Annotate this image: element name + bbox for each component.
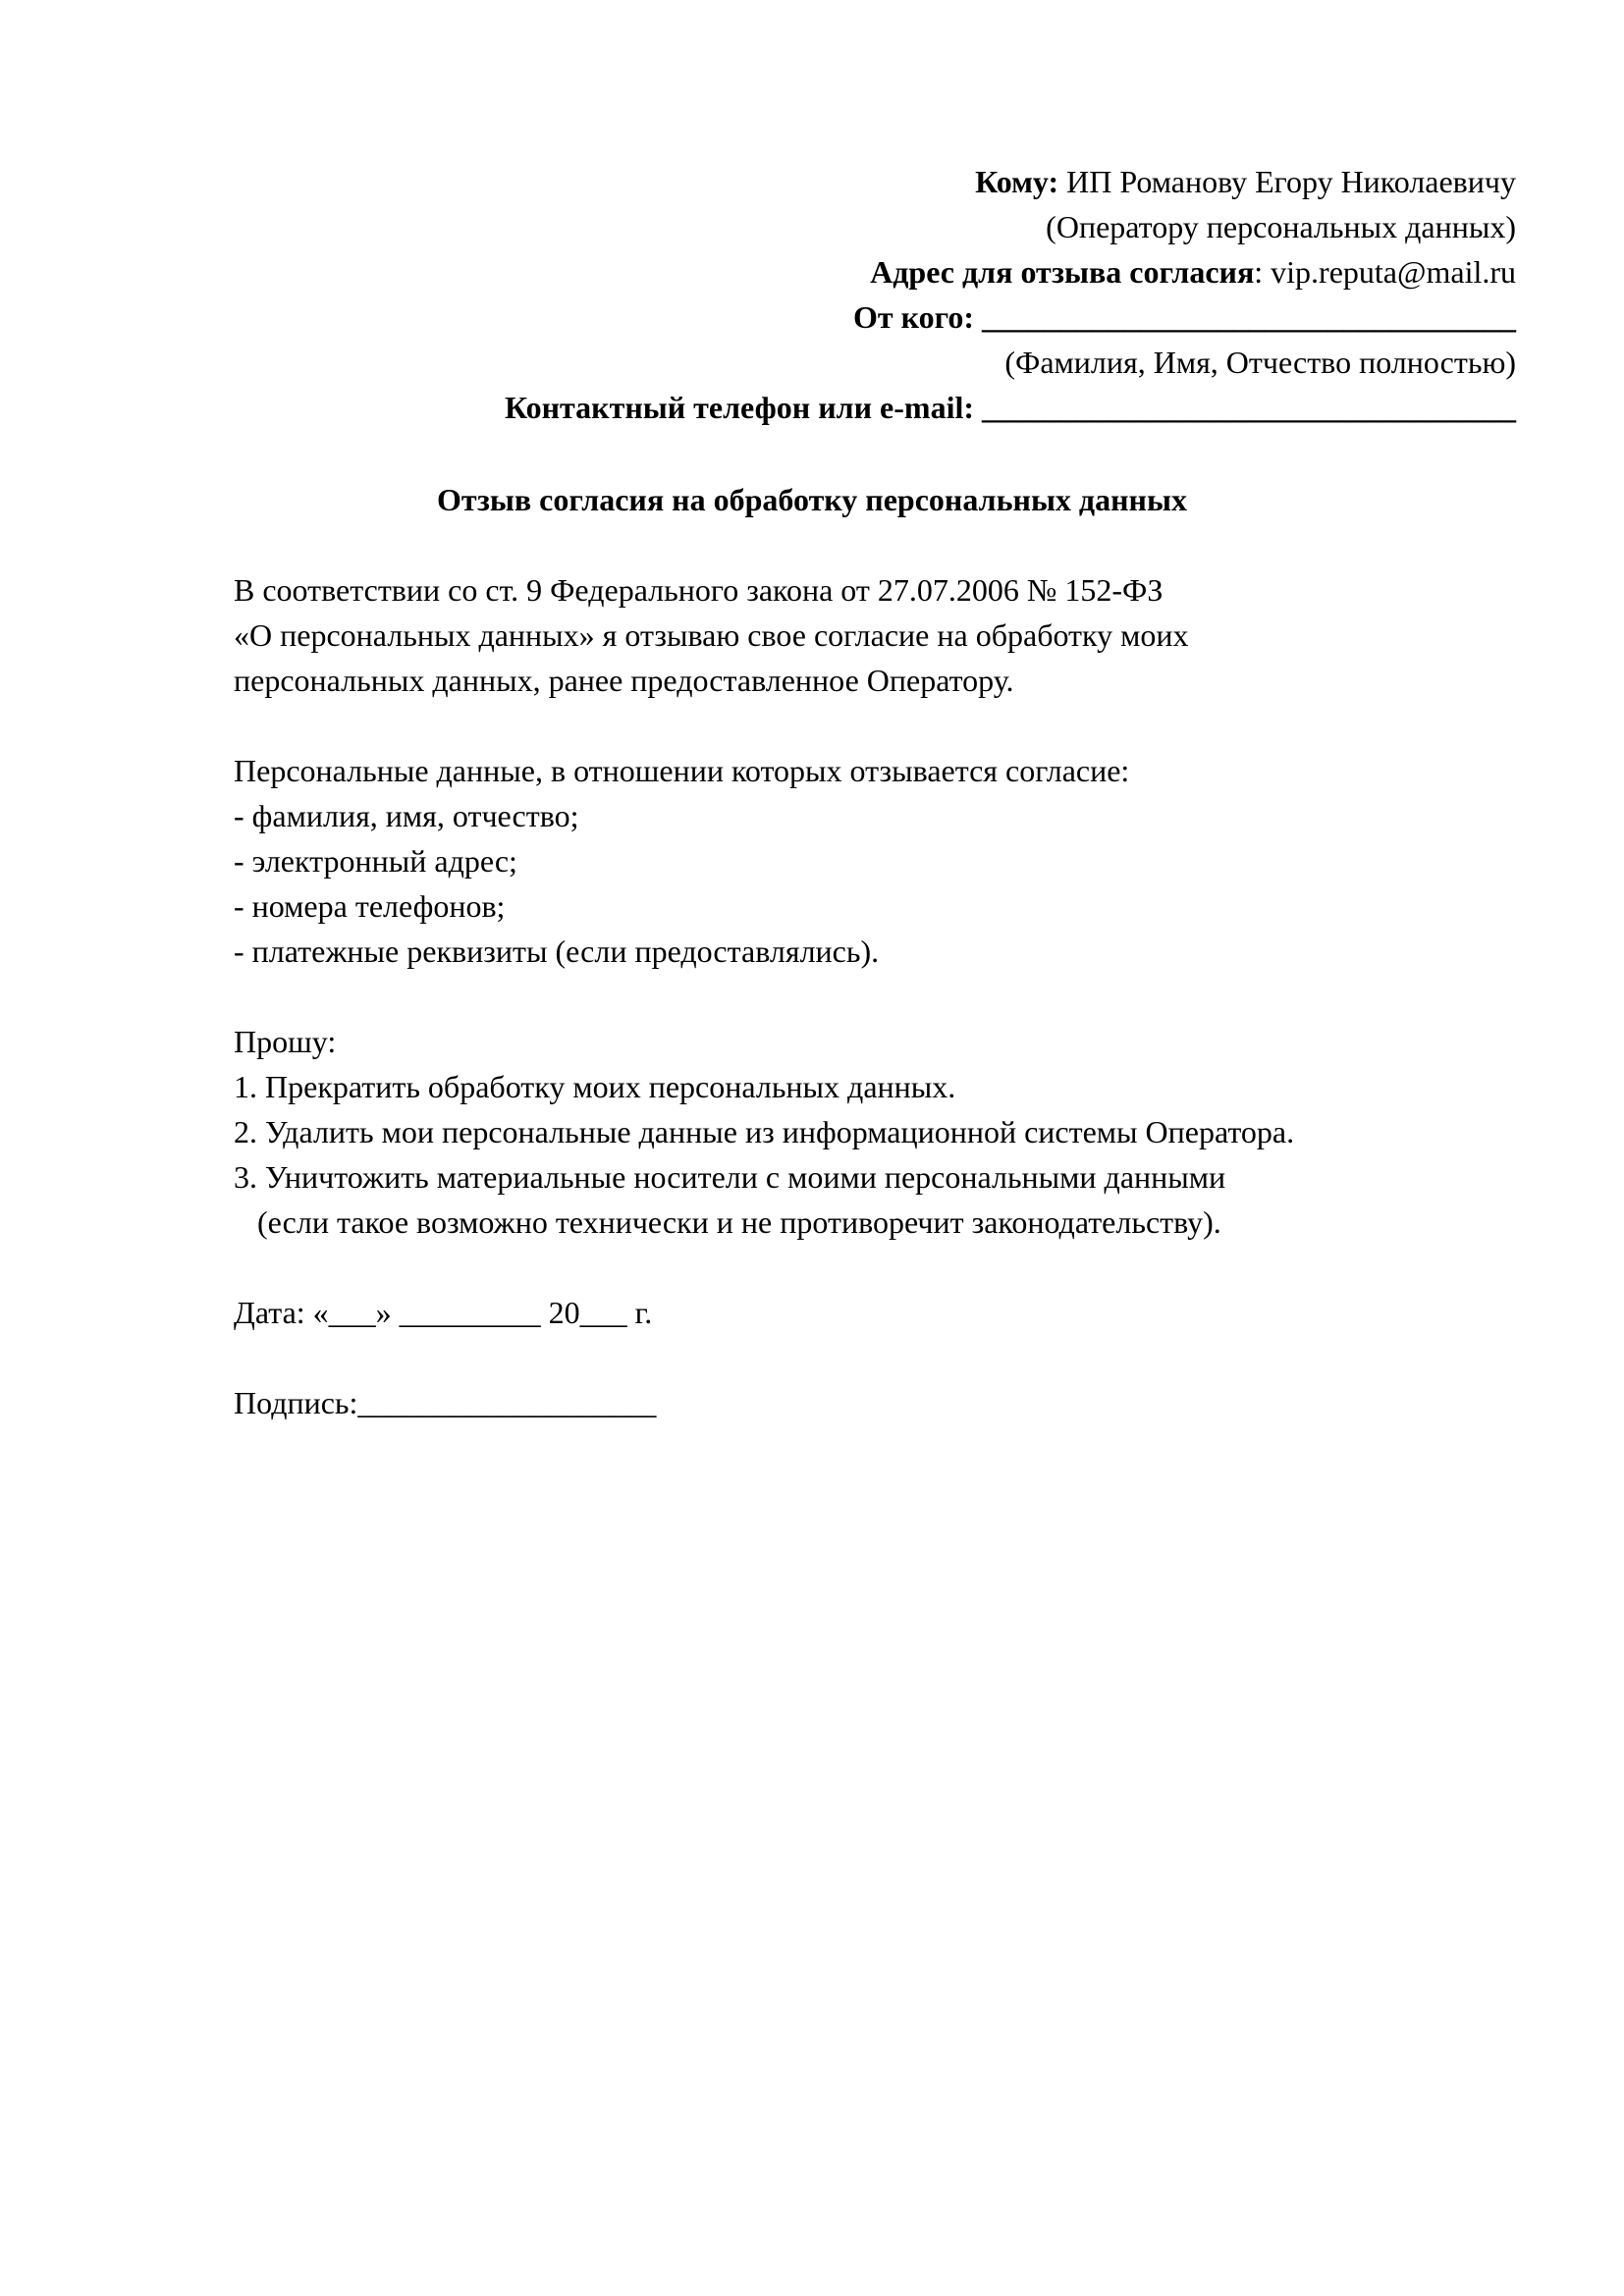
from-blank: __________________________________ bbox=[974, 299, 1516, 335]
from-label: От кого: bbox=[852, 299, 974, 335]
list-item: - платежные реквизиты (если предоставлялись). bbox=[234, 934, 880, 969]
to-line bbox=[338, 159, 1516, 204]
request-section-heading: Прошу: bbox=[234, 1024, 337, 1059]
address-line bbox=[338, 249, 1516, 294]
data-section-heading: Персональные данные, в отношении которых отзывается согласие: bbox=[234, 753, 1130, 788]
list-item: - фамилия, имя, отчество; bbox=[234, 798, 579, 833]
list-item: - номера телефонов; bbox=[234, 888, 506, 924]
request-section bbox=[234, 1019, 1510, 1245]
list-item: 3. Уничтожить материальные носители с моими персональными данными bbox=[234, 1159, 1226, 1195]
intro-line: «О персональных данных» я отзываю свое согласие на обработку моих bbox=[234, 617, 1189, 653]
to-value: ИП Романову Егору Николаевичу bbox=[1058, 164, 1516, 199]
list-item: 2. Удалить мои персональные данные из информационной системы Оператора. bbox=[234, 1114, 1295, 1149]
signature-line: Подпись:___________________ bbox=[234, 1385, 657, 1420]
from-note-text: (Фамилия, Имя, Отчество полностью) bbox=[1004, 345, 1516, 380]
contact-line bbox=[338, 385, 1516, 430]
contact-blank: __________________________________ bbox=[974, 390, 1516, 425]
date-line: Дата: «___» _________ 20___ г. bbox=[234, 1295, 653, 1330]
contact-label: Контактный телефон или e-mail: bbox=[505, 390, 974, 425]
intro-line: В соответствии со ст. 9 Федерального закона от 27.07.2006 № 152-ФЗ bbox=[234, 572, 1164, 608]
list-item-continuation: (если такое возможно технически и не противоречит законодательству). bbox=[257, 1204, 1221, 1240]
intro-paragraph bbox=[234, 567, 1510, 703]
operator-note-text: (Оператору персональных данных) bbox=[1046, 209, 1516, 244]
addressee-block bbox=[338, 159, 1516, 430]
to-label: Кому: bbox=[975, 164, 1059, 199]
from-note bbox=[338, 340, 1516, 385]
address-value: : vip.reputa@mail.ru bbox=[1254, 254, 1516, 290]
data-section bbox=[234, 748, 1510, 974]
document-title: Отзыв согласия на обработку персональных данных bbox=[437, 482, 1187, 517]
from-line bbox=[338, 294, 1516, 340]
operator-note bbox=[338, 204, 1516, 249]
address-label: Адрес для отзыва согласия bbox=[870, 254, 1255, 290]
list-item: 1. Прекратить обработку моих персональных данных. bbox=[234, 1069, 956, 1104]
list-item: - электронный адрес; bbox=[234, 843, 517, 879]
intro-line: персональных данных, ранее предоставленное Оператору. bbox=[234, 663, 1014, 698]
